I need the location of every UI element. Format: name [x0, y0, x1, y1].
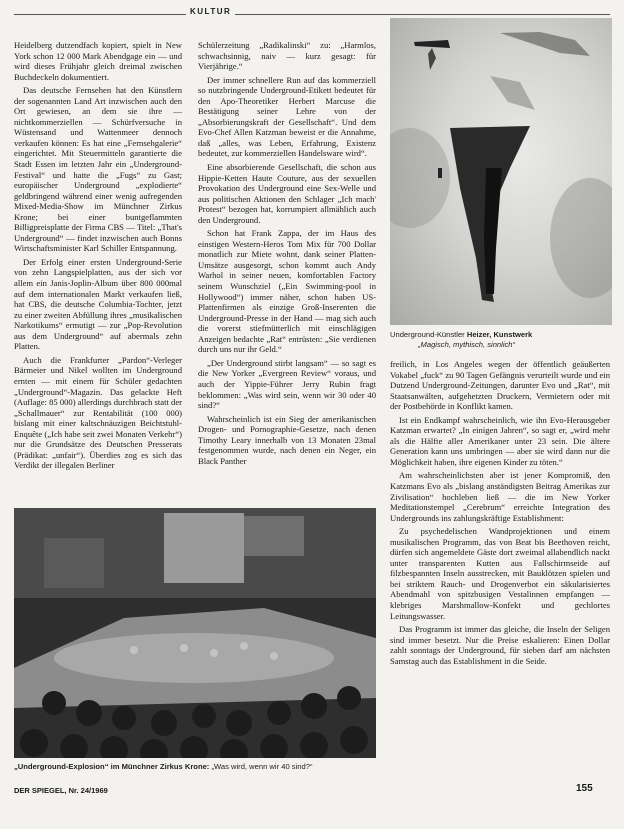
- land-art-photo: [390, 18, 612, 325]
- paragraph: freilich, in Los Angeles wegen der öffentlich geäußerten Vokabel „fuck“ zu 90 Tagen Gefängnis verurteilt wurde und ein Dutzend Underground-Zeitungen, darunter Evo und „Rat“, mit Staatsanwälten, aufgehetzten Druckern, Vermietern oder mit der Postbehörde in Konflikt kamen.: [390, 359, 610, 412]
- photo1-caption: Underground-Künstler Heizer, Kunstwerk „Magisch, mythisch, sinnlich“: [390, 330, 533, 349]
- zirkus-krone-photo: [14, 508, 376, 758]
- paragraph: Ist ein Endkampf wahrscheinlich, wie ihn Evo-Herausgeber Katzman erwartet? „In einigen Jahren“, so sagt er, „wird mehr als die Hälfte aller Amerikaner unter 23 sein. Die ältere Generation kann uns umbringen — aber sie wird dann nur die Möglichkeit haben, ihre eigenen Kinder zu töten.“: [390, 414, 610, 467]
- paragraph: Zu psychedelischen Wandprojektionen und einem musikalischen Programm, das von Beat bis Beethoven reicht, dürfen sich angemeldete Gäste dort zweimal allabendlich nackt unter transparenten Kutten aus Fallschirmseide auf filzbespannten Inseln ausstrecken, mit Bauklötzen spielen und bei striktem Rauch- und Drogenverbot ein säkularisiertes Abendmahl von spitzbusigen Vestalinnen empfangen — klebriges Marshmallow-Konfekt und gechlortes Leitungswasser.: [390, 526, 610, 621]
- paragraph: Schon hat Frank Zappa, der im Haus des einstigen Western-Heros Tom Mix für 700 Dollar monatlich zur Miete wohnt, dank seiner Platten-Umsätze ausgesorgt, schon kommt auch Andy Warhol in seiner neuen, komfortablen Factory seinem Wunschziel („Ein Swimming-pool in Hollywood“) immer näher, schon haben US-Plattenfirmen als einzige Groß-Inserenten die Underground-Presse in der Hand — mag sich auch die vorerst stiefmütterlich mit einschlägigen Anzeigen bedachte „Rat“ entrüsten: „Sie verdienen durch uns nur ihr Geld.“: [198, 228, 376, 355]
- paragraph: Schülerzeitung „Radikalinski“ zu: „Harmlos, schwachsinnig, naiv — kurz gesagt: für Vierjährige.“: [198, 40, 376, 72]
- text-column-1: [14, 40, 182, 500]
- page-number: 155: [576, 783, 593, 794]
- paragraph: Der immer schnellere Run auf das kommerziell so nutzbringende Underground-Etikett bedeutet für den Apo-Theoretiker Herbert Marcuse die Bestätigung seiner Lehre von der „Absorbierungskraft der Gesellschaft“. Und dem Evo-Chef Allen Katzman beweist er die Annahme, daß „alles, was Leben, Erfahrung, Existenz bedeutet, zur kommerziellen Handelsware wird“.: [198, 74, 376, 159]
- header-rule: [14, 14, 610, 15]
- text-column-3: [390, 359, 610, 767]
- paragraph: Heidelberg dutzendfach kopiert, spielt in New York schon 12 000 Mark Abendgage ein — und wird dieses Frühjahr gleich dreimal zwischen Buchdeckeln dokumentiert.: [14, 40, 182, 82]
- photo2-caption: „Underground-Explosion“ im Münchner Zirkus Krone: „Was wird, wenn wir 40 sind?“: [14, 762, 313, 771]
- footer-issue: DER SPIEGEL, Nr. 24/1969: [14, 786, 108, 795]
- section-label: KULTUR: [186, 7, 235, 16]
- text-column-2: [198, 40, 376, 500]
- paragraph: Am wahrscheinlichsten aber ist jener Kompromiß, den Katzmans Evo als „bislang anständigsten Beitrag Amerikas zur Zivilisation“ hochleben ließ — die im New Yorker Meditationstempel „Cerebrum“ erreichte Integration des Undergrounds ins zahlungskräftige Establishment:: [390, 470, 610, 523]
- land-art-illustration: [390, 18, 612, 325]
- paragraph: „Der Underground stirbt langsam“ — so sagt es die New Yorker „Evergreen Review“ voraus, und auch der Yippie-Führer Jerry Rubin fragt beklommen: „Was wird sein, wenn wir 30 oder 40 sind?“: [198, 357, 376, 411]
- paragraph: Eine absorbierende Gesellschaft, die schon aus Hippie-Ketten Haute Couture, aus der sexuellen Provokation des Underground eine Sex-Welle und aus politischen Aktionen den Schlager „Ich mach' Protest“ bezogen hat, korrumpiert allmählich auch den Underground.: [198, 162, 376, 225]
- paragraph: Das deutsche Fernsehen hat den Künstlern der sogenannten Land Art inzwischen auch den Ort gewiesen, an dem sie ihre — nichtkommerziellen — Schürfversuche in Wüstensand und Wattenmeer dennoch verkaufen können: Es hat eine „Fernsehgalerie“ eingerichtet. Mit Steuermitteln garantierte die Stadt Essen im letzten Jahr ein „Underground-Festival“ und hatte die „Fugs“ zu Gast; europäischer Underground „explodierte“ geldbringend während einer wenig aufregenden Mixed-Media-Show im Münchner Zirkus Krone; bei einer buntgeflammten Billigpreisplatte der Firma CBS — Titel: „That's Underground“ — findet inzwischen auch Bonns Wirtschaftsminister Karl Schiller Entspannung.: [14, 85, 182, 254]
- paragraph: Das Programm ist immer das gleiche, die Inseln der Seligen sind immer besetzt. Nur die Preise eskalieren: Einen Dollar zahlt sonntags der Underground, für sieben darf am nächsten Samstag auch das Establishment in die Seide.: [390, 624, 610, 666]
- paragraph: Auch die Frankfurter „Pardon“-Verleger Bärmeier und Nikel wollten im Underground ernten — mit einem für Schüler gedachten „Underground“-Magazin. Das gelackte Heft (Auflage: 85 000) allerdings durchbrach statt der „Schallmauer“ zur Rentabilität (100 000) bislang mit einer kaltschnäuzigen Beichtstuhl-Enquête („Ich habe seit zwei Monaten Verkehr“) nur die Grundsätze des Deutschen Presserats (Prädikat: „unfair“). Überdies zog es sich das Verdikt der illegalen Berliner: [14, 354, 182, 471]
- paragraph: Der Erfolg einer ersten Underground-Serie von zehn Langspielplatten, aus der sich vor allem ein Janis-Joplin-Album über 800 000mal auf dem internationalen Markt verkaufen ließ, hat CBS, die deutsche Columbia-Tochter, jetzt zu einer zweiten Abfüllung ihres „musikalischen Narkotikums“ ermutigt — zur „Pop-Revolution aus dem Underground“ auf abermals zehn Platten.: [14, 256, 182, 352]
- paragraph: Wahrscheinlich ist ein Sieg der amerikanischen Drogen- und Pornographie-Gesetze, nach denen Timothy Leary innerhalb von 13 Monaten 23mal festgenommen wurde, nach denen ein Neger, ein Black Panther: [198, 413, 376, 466]
- crowd-stage-illustration: [14, 508, 376, 758]
